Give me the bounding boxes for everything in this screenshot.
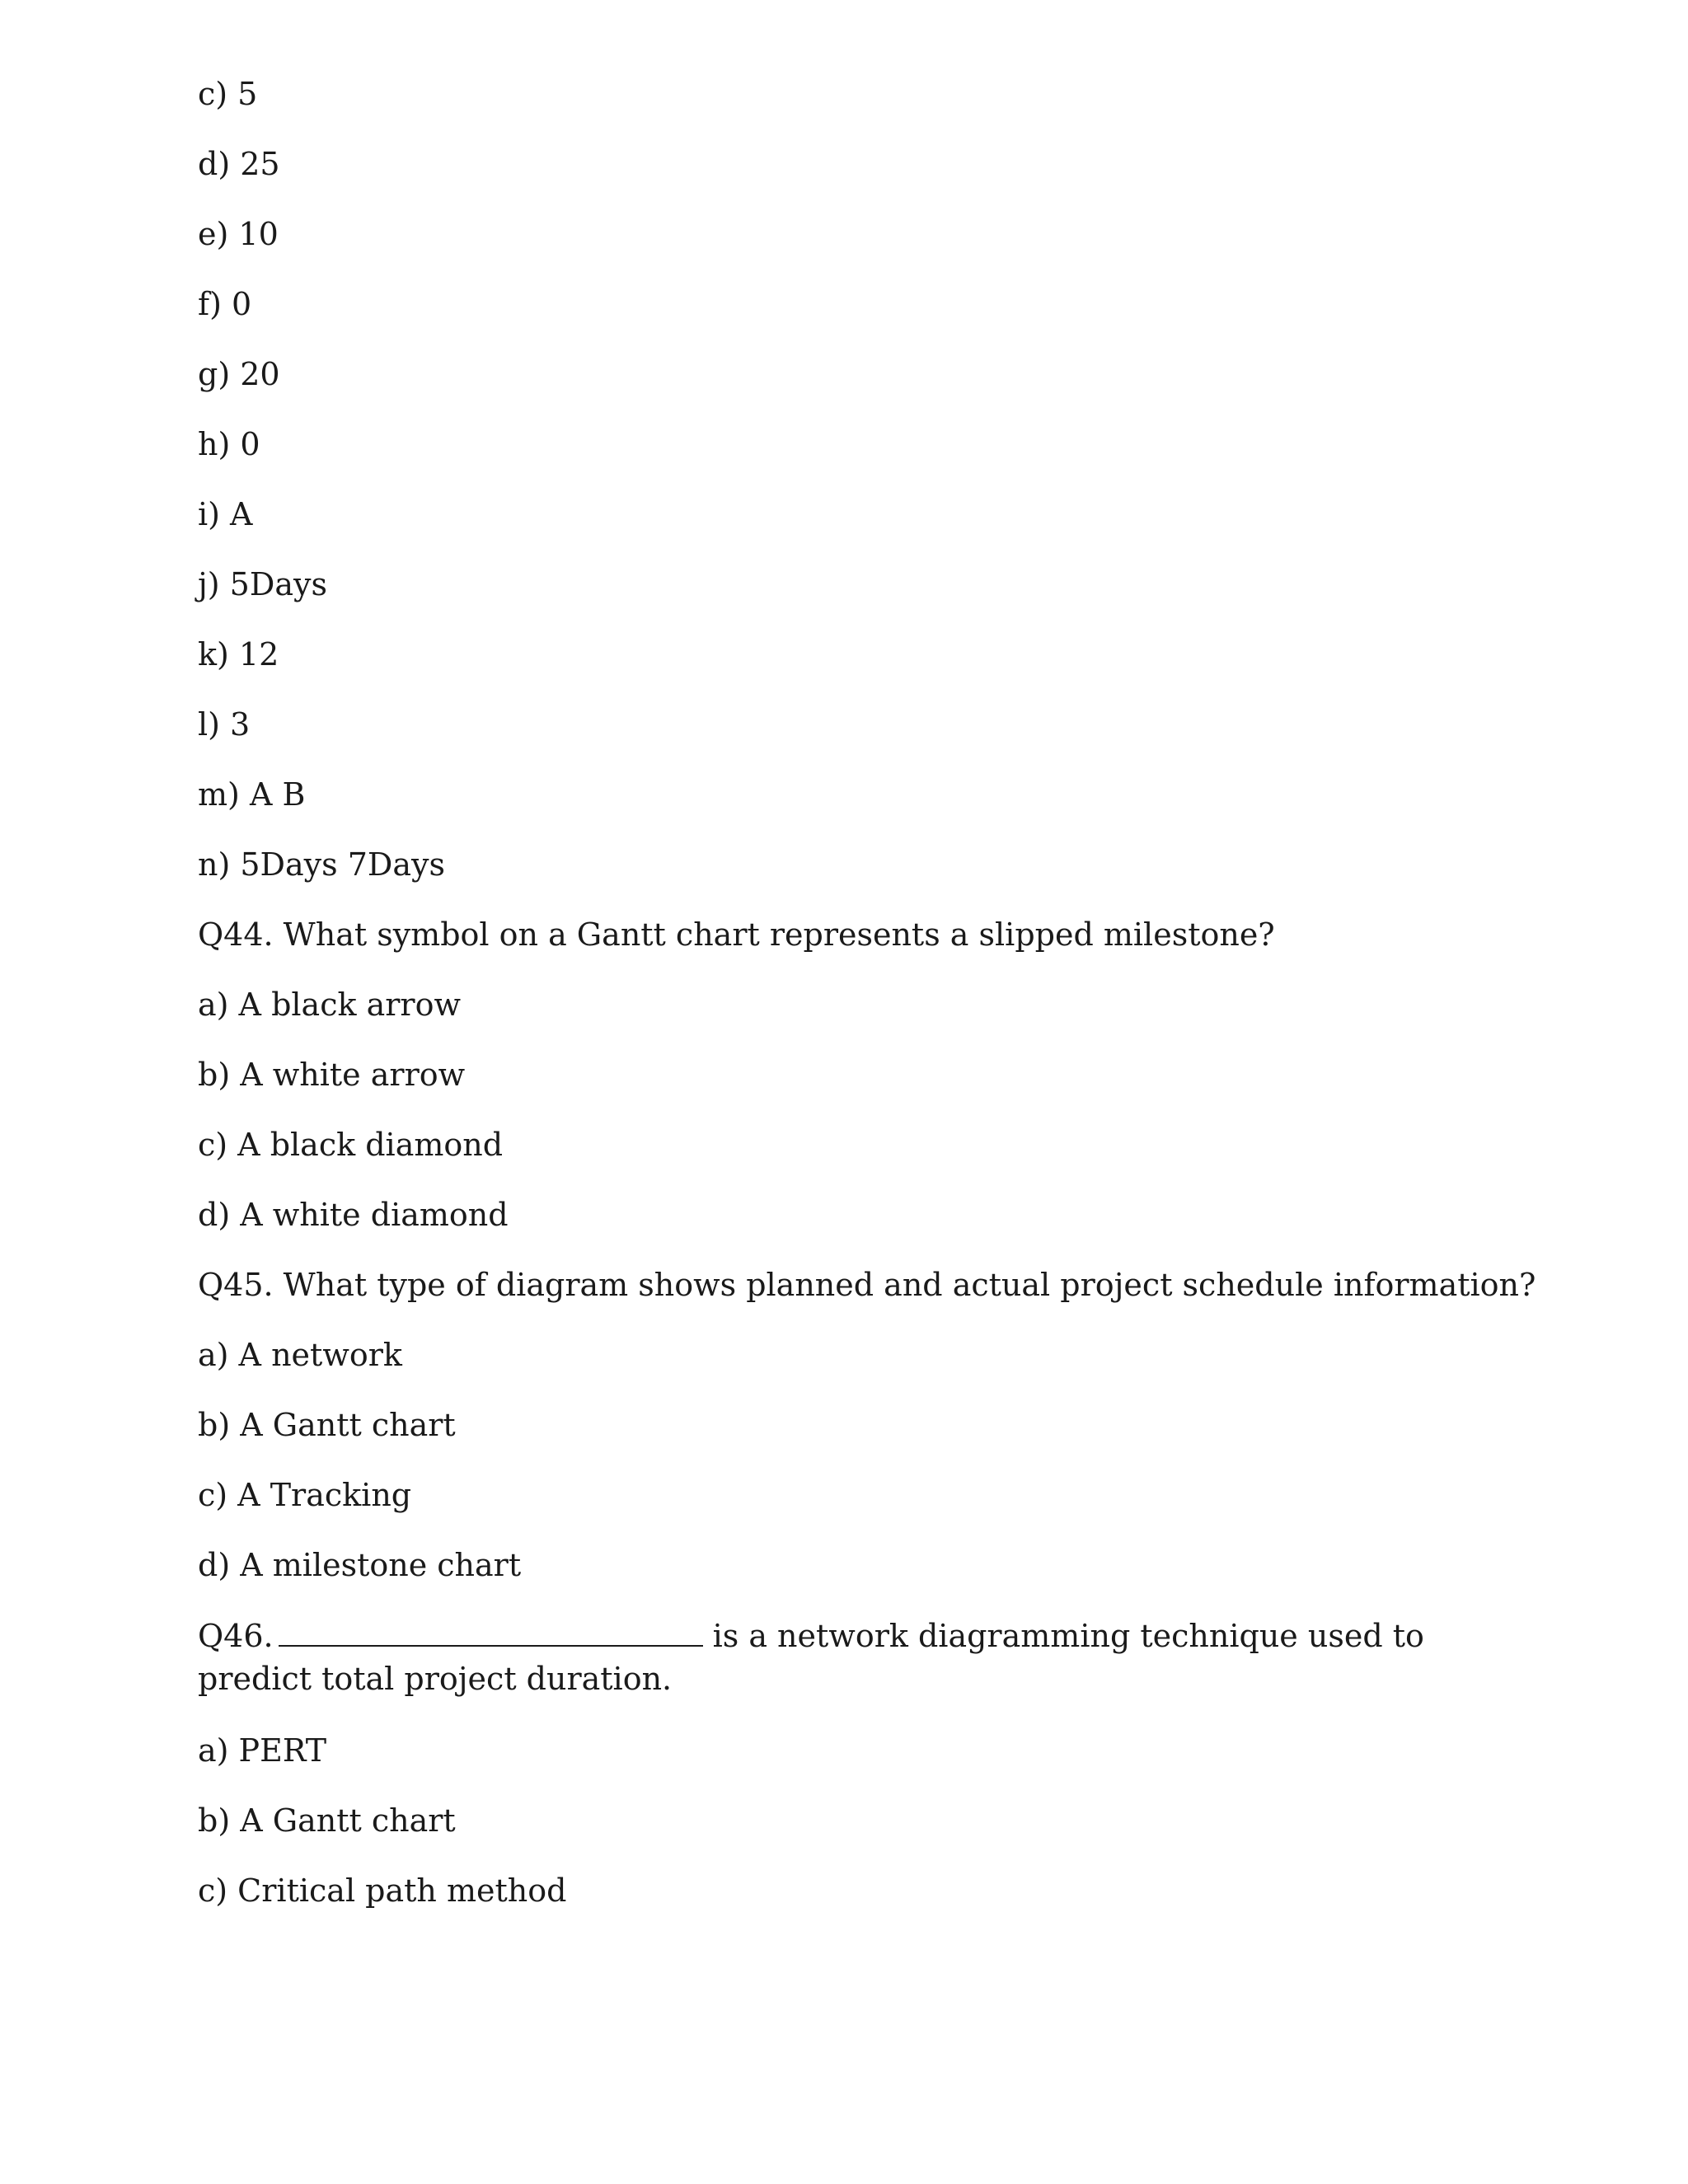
answer-option: e) 10 <box>198 216 279 252</box>
question-q45: Q45. What type of diagram shows planned and actual project schedule information? <box>198 1267 1536 1303</box>
answer-option: j) 5Days <box>198 566 327 602</box>
answer-option: h) 0 <box>198 426 260 462</box>
answer-option: f) 0 <box>198 286 252 322</box>
answer-option: i) A <box>198 496 253 532</box>
q44-option-d: d) A white diamond <box>198 1197 509 1233</box>
answer-option: c) 5 <box>198 76 258 112</box>
answer-option: n) 5Days 7Days <box>198 846 445 883</box>
question-q46 <box>198 1614 1517 1700</box>
q46-option-b: b) A Gantt chart <box>198 1802 456 1839</box>
q45-option-d: d) A milestone chart <box>198 1547 522 1583</box>
answer-option: l) 3 <box>198 706 251 743</box>
answer-option: m) A B <box>198 776 306 813</box>
q44-option-c: c) A black diamond <box>198 1127 504 1163</box>
q46-option-c: c) Critical path method <box>198 1872 567 1909</box>
answer-option: d) 25 <box>198 146 280 182</box>
q44-option-b: b) A white arrow <box>198 1057 466 1093</box>
q46-number: Q46. <box>198 1618 274 1654</box>
q44-option-a: a) A black arrow <box>198 987 461 1023</box>
q46-option-a: a) PERT <box>198 1732 327 1769</box>
answer-option: k) 12 <box>198 636 279 673</box>
fill-in-blank <box>279 1614 703 1647</box>
question-q44: Q44. What symbol on a Gantt chart represents a slipped milestone? <box>198 916 1275 953</box>
answer-option: g) 20 <box>198 356 280 392</box>
q46-text: is a network diagramming technique used to predict total project duration. <box>198 1618 1424 1697</box>
q45-option-c: c) A Tracking <box>198 1477 412 1513</box>
q45-option-b: b) A Gantt chart <box>198 1407 456 1443</box>
q45-option-a: a) A network <box>198 1337 402 1373</box>
